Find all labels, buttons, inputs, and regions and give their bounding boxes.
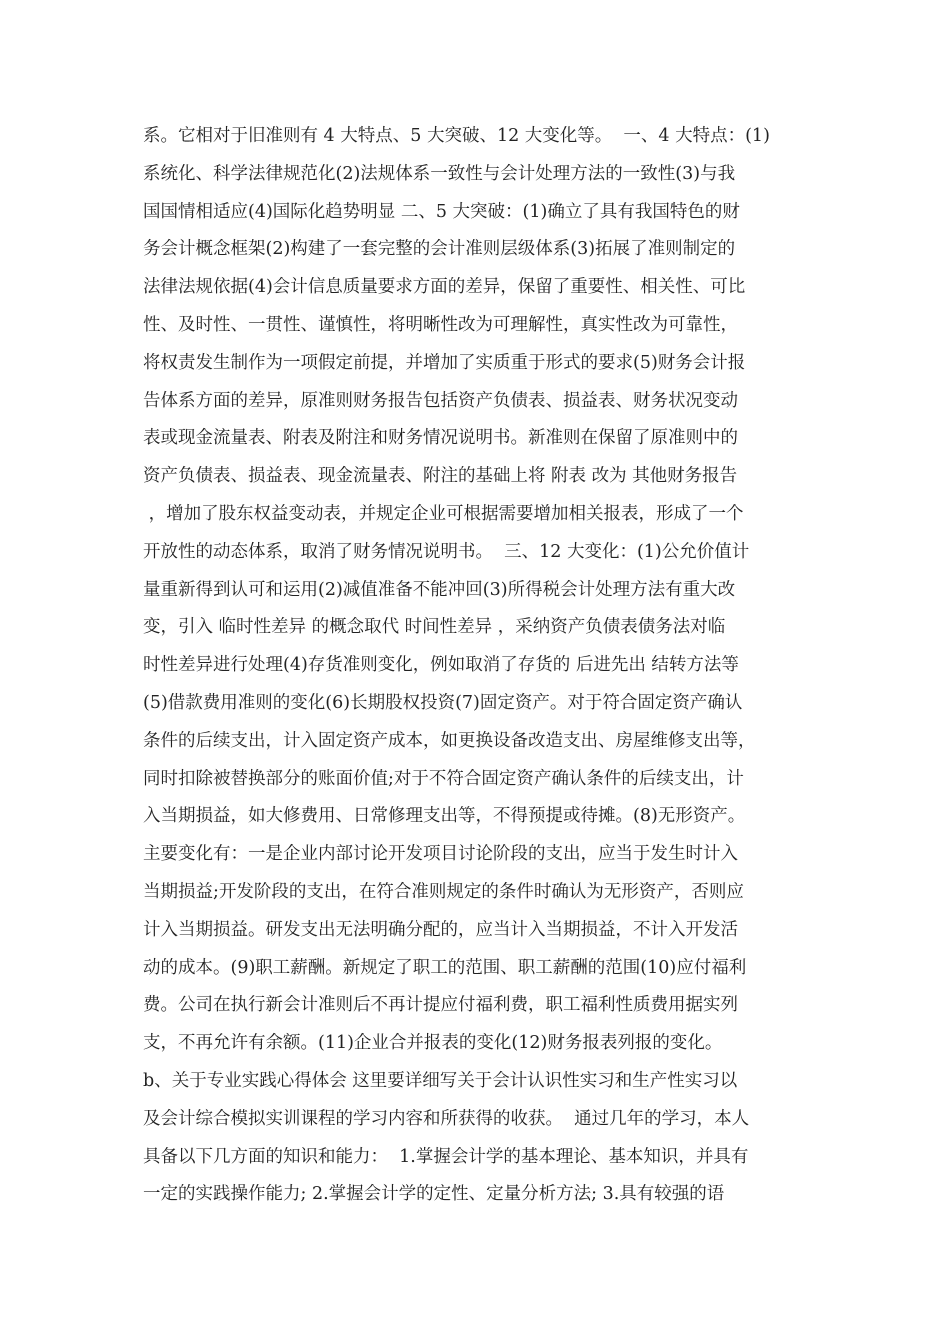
text-line: 变，引入 临时性差异 的概念取代 时间性差异 ，采纳资产负债表债务法对临	[143, 617, 726, 638]
body-text	[143, 118, 823, 1214]
text-line: 性、及时性、一贯性、谨慎性，将明晰性改为可理解性，真实性改为可靠性，	[143, 314, 738, 335]
text-line: b、关于专业实践心得体会 这里要详细写关于会计认识性实习和生产性实习以	[143, 1070, 738, 1091]
text-line: 费。公司在执行新会计准则后不再计提应付福利费，职工福利性质费用据实列	[143, 995, 738, 1016]
text-line: 条件的后续支出，计入固定资产成本，如更换设备改造支出、房屋维修支出等，	[143, 730, 756, 751]
text-line: 法律法规依据(4)会计信息质量要求方面的差异，保留了重要性、相关性、可比	[143, 277, 746, 298]
text-line: 量重新得到认可和运用(2)减值准备不能冲回(3)所得税会计处理方法有重大改	[143, 579, 736, 600]
text-line: 计入当期损益。研发支出无法明确分配的，应当计入当期损益，不计入开发活	[143, 919, 738, 940]
text-line: 表或现金流量表、附表及附注和财务情况说明书。新准则在保留了原准则中的	[143, 428, 738, 449]
text-line: 系。它相对于旧准则有 4 大特点、5 大突破、12 大变化等。 一、4 大特点：(1)	[143, 126, 770, 146]
text-line: 支，不再允许有余额。(11)企业合并报表的变化(12)财务报表列报的变化。	[143, 1033, 723, 1054]
text-line: 入当期损益，如大修费用、日常修理支出等，不得预提或待摊。(8)无形资产。	[143, 806, 746, 827]
text-line: 同时扣除被替换部分的账面价值;对于不符合固定资产确认条件的后续支出，计	[143, 768, 744, 789]
text-line: ，增加了股东权益变动表，并规定企业可根据需要增加相关报表，形成了一个	[143, 503, 744, 524]
text-line: 主要变化有：一是企业内部讨论开发项目讨论阶段的支出，应当于发生时计入	[143, 844, 738, 865]
text-line: 当期损益;开发阶段的支出，在符合准则规定的条件时确认为无形资产，否则应	[143, 881, 744, 902]
text-line: 时性差异进行处理(4)存货准则变化，例如取消了存货的 后进先出 结转方法等	[143, 655, 739, 676]
text-line: 动的成本。(9)职工薪酬。新规定了职工的范围、职工薪酬的范围(10)应付福利	[143, 957, 747, 978]
text-line: 一定的实践操作能力; 2.掌握会计学的定性、定量分析方法; 3.具有较强的语	[143, 1184, 725, 1205]
text-line: 告体系方面的差异，原准则财务报告包括资产负债表、损益表、财务状况变动	[143, 390, 738, 411]
text-line: 国国情相适应(4)国际化趋势明显 二、5 大突破：(1)确立了具有我国特色的财	[143, 201, 740, 222]
text-line: (5)借款费用准则的变化(6)长期股权投资(7)固定资产。对于符合固定资产确认	[143, 692, 743, 713]
text-line: 开放性的动态体系，取消了财务情况说明书。 三、12 大变化：(1)公允价值计	[143, 541, 750, 562]
text-line: 将权责发生制作为一项假定前提，并增加了实质重于形式的要求(5)财务会计报	[143, 352, 746, 373]
text-line: 务会计概念框架(2)构建了一套完整的会计准则层级体系(3)拓展了准则制定的	[143, 239, 736, 260]
text-line: 系统化、科学法律规范化(2)法规体系一致性与会计处理方法的一致性(3)与我	[143, 163, 736, 184]
text-line: 及会计综合模拟实训课程的学习内容和所获得的收获。 通过几年的学习，本人	[143, 1108, 750, 1129]
text-line: 资产负债表、损益表、现金流量表、附注的基础上将 附表 改为 其他财务报告	[143, 466, 738, 487]
text-line: 具备以下几方面的知识和能力： 1.掌握会计学的基本理论、基本知识，并具有	[143, 1146, 749, 1167]
